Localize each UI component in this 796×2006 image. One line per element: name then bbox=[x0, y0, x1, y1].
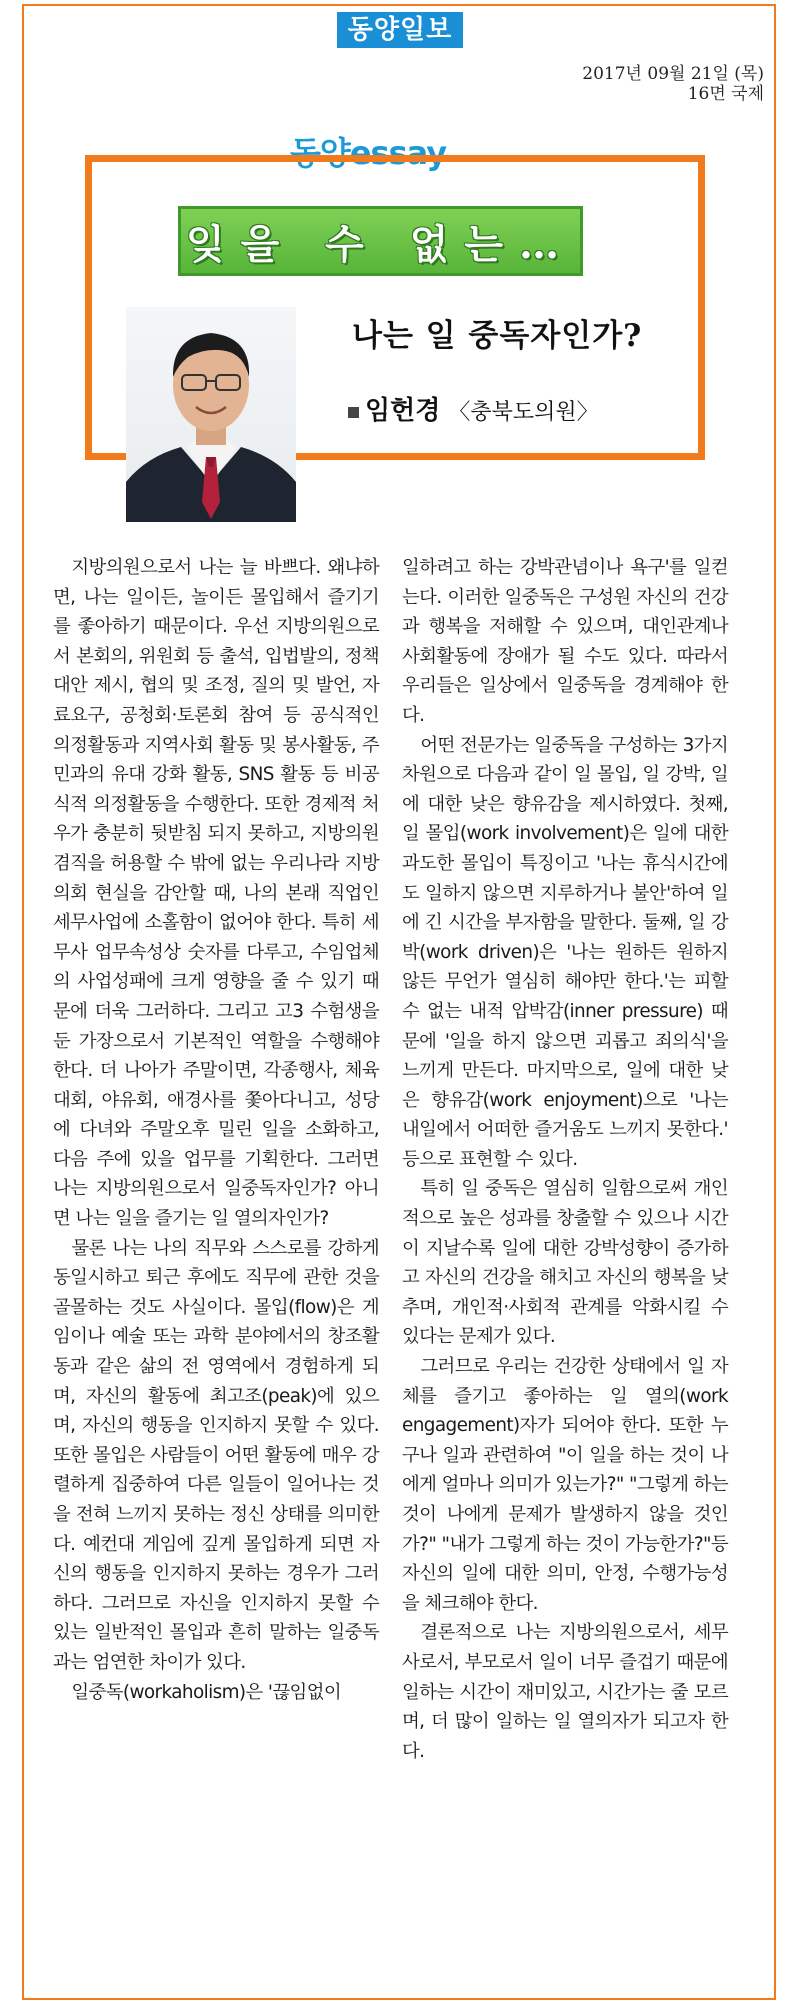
article-paragraph: 일하려고 하는 강박관념이나 욕구'를 일컫는다. 이러한 일중독은 구성원 자신의 건강과 행복을 저해할 수 있으며, 대인관계나 사회활동에 장애가 될 수도 있다. 따라서 우리들은 일상에서 일중독을 경계해야 한다. bbox=[402, 557, 728, 726]
dateline bbox=[582, 64, 764, 104]
article-paragraph: 지방의원으로서 나는 늘 바쁘다. 왜냐하면, 나는 일이든, 놀이든 몰입해서 즐기기를 좋아하기 때문이다. 우선 지방의원으로서 본회의, 위원회 등 출석, 입법발의, 정책대안 제시, 협의 및 조정, 질의 및 발언, 자료요구, 공청회·토론회 참여 등 공식적인 의정활동과 지역사회 활동 및 봉사활동, 주민과의 유대 강화 활동, SNS 활동 등 비공식적 의정활동을 수행한다. 또한 경제적 처우가 충분히 뒷받침 되지 못하고, 지방의원 겸직을 허용할 수 밖에 없는 우리나라 지방의회 현실을 감안할 때, 나의 본래 직업인 세무사업에 소홀함이 없어야 한다. 특히 세무사 업무속성상 숫자를 다루고, 수임업체의 사업성패에 크게 영향을 줄 수 있기 때문에 더욱 그러하다. 그리고 고3 수험생을 둔 가장으로서 기본적인 역할을 수행해야 한다. 더 나아가 주말이면, 각종행사, 체육대회, 야유회, 애경사를 쫓아다니고, 성당에 다녀와 주말오후 밀린 일을 소화하고, 다음 주에 있을 업무를 기획한다. 그러면 나는 지방의원으로서 일중독자인가? 아니면 나는 일을 즐기는 일 열의자인가? bbox=[53, 557, 379, 1230]
article-headline: 나는 일 중독자인가? bbox=[352, 318, 643, 354]
newspaper-masthead: 동양일보 bbox=[337, 12, 463, 48]
article-column-right bbox=[402, 553, 728, 1766]
article-paragraph: 특히 일 중독은 열심히 일함으로써 개인적으로 높은 성과를 창출할 수 있으나 시간이 지날수록 일에 대한 강박성향이 증가하고 자신의 건강을 해치고 자신의 행복을 낮추며, 개인적·사회적 관계를 악화시킬 수 있다는 문제가 있다. bbox=[402, 1178, 728, 1348]
article-column-left bbox=[53, 553, 379, 1707]
article-paragraph: 그러므로 우리는 건강한 상태에서 일 자체를 즐기고 좋아하는 일 열의(work engagement)자가 되어야 한다. 또한 누구나 일과 관련하여 "이 일을 하는 것이 나에게 얼마나 의미가 있는가?" "그렇게 하는 것이 나에게 문제가 발생하지 않을 것인가?" "내가 그렇게 하는 것이 가능한가?"등 자신의 일에 대한 의미, 안정, 수행가능성을 체크해야 한다. bbox=[402, 1356, 728, 1614]
byline-square-icon bbox=[348, 407, 359, 418]
article-byline bbox=[348, 390, 599, 427]
article-paragraph: 결론적으로 나는 지방의원으로서, 세무사로서, 부모로서 일이 너무 즐겁기 때문에 일하는 시간이 재미있고, 시간가는 줄 모르며, 더 많이 일하는 일 열의자가 되고자 한다. bbox=[402, 1622, 728, 1762]
author-name: 임헌경 bbox=[365, 396, 441, 426]
author-portrait-illustration bbox=[126, 307, 296, 522]
author-title: 〈충북도의원〉 bbox=[448, 400, 599, 425]
author-photo bbox=[126, 307, 296, 522]
article-paragraph: 어떤 전문가는 일중독을 구성하는 3가지 차원으로 다음과 같이 일 몰입, 일 강박, 일에 대한 낮은 향유감을 제시하였다. 첫째, 일 몰입(work involvement)은 일에 대한 과도한 몰입이 특징이고 '나는 휴식시간에도 일하지 않으면 지루하거나 불안'하여 일에 긴 시간을 부자함을 말한다. 둘째, 일 강박(work driven)은 '나는 원하든 원하지 않든 무언가 열심히 해야만 한다.'는 피할 수 없는 내적 압박감(inner pressure) 때문에 '일을 하지 않으면 괴롭고 죄의식'을 느끼게 만든다. 마지막으로, 일에 대한 낮은 향유감(work enjoyment)으로 '나는 내일에서 어떠한 즐거움도 느끼지 못한다.' 등으로 표현할 수 있다. bbox=[402, 734, 728, 1170]
article-paragraph: 일중독(workaholism)은 '끊임없이 bbox=[71, 1681, 342, 1703]
column-banner bbox=[178, 206, 583, 276]
page-section: 16면 국제 bbox=[687, 84, 764, 104]
column-banner-text: 잊을 수 없는… bbox=[185, 220, 576, 268]
section-logo: 동양essay bbox=[290, 134, 447, 172]
publication-date: 2017년 09월 21일 (목) bbox=[582, 64, 764, 84]
article-paragraph: 물론 나는 나의 직무와 스스로를 강하게 동일시하고 퇴근 후에도 직무에 관한 것을 골몰하는 것도 사실이다. 몰입(flow)은 게임이나 예술 또는 과학 분야에서의 창조활동과 같은 삶의 전 영역에서 경험하게 되며, 자신의 활동에 최고조(peak)에 있으며, 자신의 행동을 인지하지 못할 수 있다. 또한 몰입은 사람들이 어떤 활동에 매우 강렬하게 집중하여 다른 일들이 일어나는 것을 전혀 느끼지 못하는 정신 상태를 의미한다. 예컨대 게임에 깊게 몰입하게 되면 자신의 행동을 인지하지 못하는 경우가 그러하다. 그러므로 자신을 인지하지 못할 수 있는 일반적인 몰입과 흔히 말하는 일중독과는 엄연한 차이가 있다. bbox=[53, 1237, 379, 1673]
